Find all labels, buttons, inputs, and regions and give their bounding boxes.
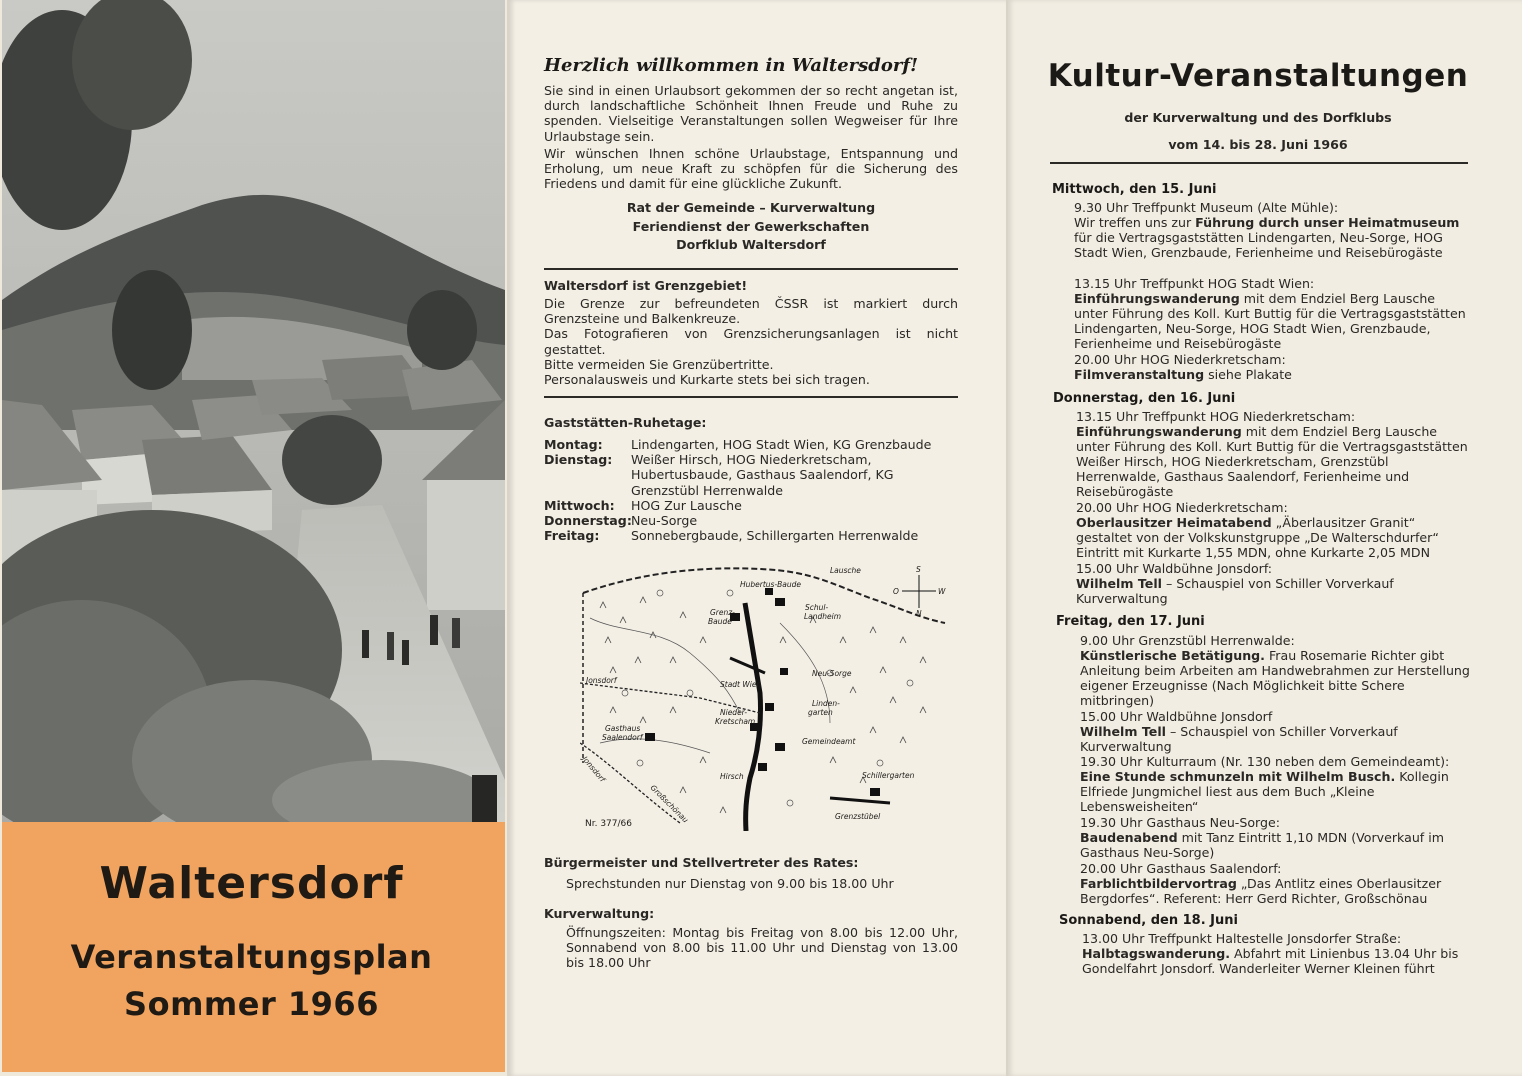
welcome-signature bbox=[544, 199, 958, 255]
event-text bbox=[1074, 367, 1469, 382]
map-label: Baude bbox=[708, 617, 732, 626]
cover-panel bbox=[0, 0, 507, 1076]
event-desc: „Das Antlitz eines Oberlausitzer Bergdorfes“. Referent: Herr Gerd Richter, Großschönau bbox=[1080, 876, 1442, 907]
event bbox=[1080, 815, 1475, 860]
event-desc: mit Tanz Eintritt 1,10 MDN (Vorverkauf im Gasthaus Neu-Sorge) bbox=[1080, 830, 1445, 861]
welcome-body-1: Sie sind in einen Urlaubsort gekommen der so recht angetan ist, durch landschaftliche Schönheit Ihnen Freude und Ruhe zu spenden. Vielseitige Veranstaltungen sollen Wegweiser für Ihre Urlaubstage sein. bbox=[544, 83, 958, 144]
map-compass-s: S bbox=[916, 565, 921, 574]
event-desc: – Schauspiel von Schiller Vorverkauf Kurverwaltung bbox=[1076, 576, 1394, 607]
event-desc: mit dem Endziel Berg Lausche unter Führung des Koll. Kurt Buttig für die Vertragsgaststätten Lindengarten, Neu-Sorge, HOG Stadt Wien, Grenzbaude, Ferienheime und Reisebürogäste bbox=[1074, 291, 1466, 352]
map-label: Neu-Sorge bbox=[812, 669, 852, 678]
event-time: 20.00 Uhr HOG Niederkretscham: bbox=[1074, 352, 1286, 367]
event-title: Baudenabend bbox=[1080, 830, 1178, 846]
map-label: Jonsdorf bbox=[580, 754, 607, 784]
event-desc: siehe Plakate bbox=[1204, 367, 1292, 383]
border-line: Personalausweis und Kurkarte stets bei sich tragen. bbox=[544, 372, 870, 388]
event-title: Wilhelm Tell bbox=[1076, 576, 1162, 592]
program-subtitle: der Kurverwaltung und des Dorfklubs bbox=[1124, 110, 1392, 125]
cover-title: Waltersdorf bbox=[99, 858, 404, 909]
area-map bbox=[580, 563, 948, 831]
program-dates: vom 14. bis 28. Juni 1966 bbox=[1168, 137, 1348, 152]
welcome-body-2: Wir wünschen Ihnen schöne Urlaubstage, Entspannung und Erholung, um neue Kraft zu schöpfen für die Sicherung des Friedens und damit für eine glückliche Zukunft. bbox=[544, 146, 958, 192]
map-label: Gemeindeamt bbox=[802, 737, 856, 746]
welcome-heading: Herzlich willkommen in Waltersdorf! bbox=[544, 55, 918, 76]
border-line: Bitte vermeiden Sie Grenzübertritte. bbox=[544, 356, 774, 372]
map-label: Landheim bbox=[804, 612, 842, 621]
event bbox=[1074, 352, 1469, 382]
map-compass-n: N bbox=[916, 609, 922, 618]
mayor-body: Sprechstunden nur Dienstag von 9.00 bis 18.00 Uhr bbox=[566, 876, 894, 891]
signature-line: Dorfklub Waltersdorf bbox=[676, 237, 826, 252]
event-time: 13.15 Uhr Treffpunkt HOG Stadt Wien: bbox=[1074, 276, 1315, 291]
signature-line: Rat der Gemeinde – Kurverwaltung bbox=[626, 200, 876, 215]
kurverwaltung-heading: Kurverwaltung: bbox=[544, 906, 655, 921]
map-label: Grenzstübel bbox=[835, 812, 881, 821]
map-label: Jonsdorf bbox=[586, 676, 617, 685]
event-text bbox=[1080, 769, 1475, 814]
event-text bbox=[1080, 648, 1475, 708]
restday-name: Montag: bbox=[544, 437, 603, 452]
restday-places: Lindengarten, HOG Stadt Wien, KG Grenzbaude bbox=[631, 437, 932, 452]
event-time: 15.00 Uhr Waldbühne Jonsdorf bbox=[1080, 709, 1273, 724]
event-time: 19.30 Uhr Kulturraum (Nr. 130 neben dem Gemeindeamt): bbox=[1080, 754, 1450, 769]
map-label: Saalendorf bbox=[602, 733, 643, 742]
event-desc: – Schauspiel von Schiller Vorverkauf Kurverwaltung bbox=[1080, 724, 1398, 755]
cover-subtitle: Veranstaltungsplan bbox=[70, 938, 433, 976]
event-time: 20.00 Uhr HOG Niederkretscham: bbox=[1076, 500, 1288, 515]
restday-row bbox=[544, 452, 964, 498]
event-time: 9.00 Uhr Grenzstübl Herrenwalde: bbox=[1080, 633, 1295, 648]
event-text bbox=[1080, 724, 1475, 754]
day-heading: Freitag, den 17. Juni bbox=[1056, 614, 1205, 629]
divider bbox=[544, 268, 958, 270]
event bbox=[1080, 861, 1475, 906]
restday-row bbox=[544, 513, 964, 528]
restday-name: Freitag: bbox=[544, 528, 600, 544]
event bbox=[1080, 754, 1475, 814]
event-text bbox=[1082, 946, 1477, 976]
restdays-heading: Gaststätten-Ruhetage: bbox=[544, 415, 707, 430]
event bbox=[1074, 200, 1469, 260]
event-title: Künstlerische Betätigung. bbox=[1080, 648, 1265, 664]
cover-season: Sommer 1966 bbox=[124, 985, 379, 1023]
map-label: Lausche bbox=[830, 566, 861, 575]
restday-places: Neu-Sorge bbox=[631, 513, 698, 529]
event-desc: mit dem Endziel Berg Lausche unter Führung des Koll. Kurt Buttig für die Vertragsgaststätten Weißer Hirsch, HOG Niederkretscham, Grenzstübl Herrenwalde, Gasthaus Saalendorf, Ferienheime und Reisebürogäste bbox=[1076, 424, 1468, 500]
event bbox=[1082, 931, 1477, 976]
event-time: 15.00 Uhr Waldbühne Jonsdorf: bbox=[1076, 561, 1273, 576]
map-label: garten bbox=[808, 708, 833, 717]
event-text bbox=[1080, 830, 1475, 860]
restday-places: Sonnebergbaude, Schillergarten Herrenwalde bbox=[631, 528, 919, 544]
restday-places: Weißer Hirsch, HOG Niederkretscham, Hubertusbaude, Gasthaus Saalendorf, KG Grenzstübl Herrenwalde bbox=[631, 452, 894, 498]
border-line: Das Fotografieren von Grenzsicherungsanlagen ist nicht gestattet. bbox=[544, 326, 958, 357]
event bbox=[1080, 633, 1475, 708]
map-label: Linden- bbox=[812, 699, 840, 708]
event-text bbox=[1076, 515, 1471, 560]
map-label: Schul- bbox=[805, 603, 829, 612]
border-line: Die Grenze zur befreundeten ČSSR ist markiert durch Grenzsteine und Balkenkreuze. bbox=[544, 296, 958, 327]
divider bbox=[544, 396, 958, 398]
event-time: 13.15 Uhr Treffpunkt HOG Niederkretscham: bbox=[1076, 409, 1356, 424]
event-title: Führung durch unser Heimatmuseum bbox=[1195, 215, 1460, 231]
event-title: Einführungswanderung bbox=[1074, 291, 1240, 307]
event-desc: Frau Rosemarie Richter gibt Anleitung beim Arbeiten am Handwebrahmen zur Herstellung eigener Erzeugnisse (Nach Möglichkeit bitte Schere mitbringen) bbox=[1080, 648, 1470, 709]
restday-row bbox=[544, 498, 964, 513]
map-label: Kretscham bbox=[715, 717, 756, 726]
event-pre: Wir treffen uns zur bbox=[1074, 215, 1196, 231]
event-desc: „Äberlausitzer Granit“ gestaltet von der Volkskunstgruppe „De Walterschdurfer“ Eintritt mit Kurkarte 1,55 MDN, ohne Kurkarte 2,05 MDN bbox=[1076, 515, 1439, 561]
map-label: Gasthaus bbox=[605, 724, 641, 733]
event-time: 19.30 Uhr Gasthaus Neu-Sorge: bbox=[1080, 815, 1280, 830]
cover-photo bbox=[2, 0, 505, 822]
signature-line: Feriendienst der Gewerkschaften bbox=[632, 218, 870, 234]
event-title: Farblichtbildervortrag bbox=[1080, 876, 1237, 892]
info-panel bbox=[509, 0, 1006, 1076]
event-text bbox=[1080, 876, 1475, 906]
program-title: Kultur-Veranstaltungen bbox=[1047, 58, 1469, 94]
event-time: 13.00 Uhr Treffpunkt Haltestelle Jonsdorfer Straße: bbox=[1082, 931, 1402, 946]
map-number: Nr. 377/66 bbox=[585, 819, 632, 829]
event-title: Halbtagswanderung. bbox=[1082, 946, 1230, 962]
event-text bbox=[1074, 291, 1469, 351]
event-text bbox=[1076, 424, 1471, 499]
restday-row bbox=[544, 437, 964, 452]
map-label: Nieder- bbox=[720, 708, 748, 717]
event-desc: für die Vertragsgaststätten Lindengarten, Neu-Sorge, HOG Stadt Wien, Grenzbaude, Ferienheime und Reisebürogäste bbox=[1074, 230, 1443, 261]
event bbox=[1080, 709, 1475, 754]
border-body bbox=[544, 296, 958, 387]
restday-places: HOG Zur Lausche bbox=[631, 497, 742, 513]
map-label: Grenz- bbox=[710, 608, 735, 617]
map-label: Stadt Wien bbox=[720, 680, 762, 689]
restdays-table bbox=[544, 437, 964, 543]
map-label: Großschönau bbox=[648, 783, 691, 825]
map-compass-o: O bbox=[893, 587, 899, 596]
event-time: 9.30 Uhr Treffpunkt Museum (Alte Mühle): bbox=[1074, 200, 1339, 215]
day-heading: Donnerstag, den 16. Juni bbox=[1053, 391, 1236, 406]
map-compass-w: W bbox=[938, 587, 946, 596]
event-title: Oberlausitzer Heimatabend bbox=[1076, 515, 1272, 531]
event-title: Filmveranstaltung bbox=[1074, 367, 1205, 383]
event-title: Eine Stunde schmunzeln mit Wilhelm Busch. bbox=[1080, 769, 1396, 785]
event bbox=[1076, 409, 1471, 500]
restday-name: Dienstag: bbox=[544, 452, 613, 468]
event-title: Einführungswanderung bbox=[1076, 424, 1242, 440]
event-time: 20.00 Uhr Gasthaus Saalendorf: bbox=[1080, 861, 1282, 876]
map-label: Hubertus-Baude bbox=[740, 580, 802, 589]
event-title: Wilhelm Tell bbox=[1080, 724, 1166, 740]
event bbox=[1074, 276, 1469, 351]
divider bbox=[1050, 162, 1468, 164]
day-heading: Sonnabend, den 18. Juni bbox=[1059, 913, 1238, 928]
map-label: Schillergarten bbox=[862, 771, 915, 780]
map-label: Hirsch bbox=[720, 772, 744, 781]
day-heading: Mittwoch, den 15. Juni bbox=[1052, 182, 1217, 197]
restday-row bbox=[544, 528, 964, 543]
event bbox=[1076, 561, 1471, 606]
restday-name: Mittwoch: bbox=[544, 497, 615, 513]
border-heading: Waltersdorf ist Grenzgebiet! bbox=[544, 278, 748, 293]
event-desc: Kollegin Elfriede Jungmichel liest aus dem Buch „Kleine Lebensweisheiten“ bbox=[1080, 769, 1449, 815]
program-panel bbox=[1008, 0, 1522, 1076]
event-text bbox=[1074, 215, 1469, 260]
event-desc: Abfahrt mit Linienbus 13.04 Uhr bis Gondelfahrt Jonsdorf. Wanderleiter Werner Kleinen führt bbox=[1082, 946, 1459, 977]
event-text bbox=[1076, 576, 1471, 606]
mayor-heading: Bürgermeister und Stellvertreter des Rates: bbox=[544, 855, 859, 870]
restday-name: Donnerstag: bbox=[544, 513, 632, 529]
kurverwaltung-body: Öffnungszeiten: Montag bis Freitag von 8.00 bis 12.00 Uhr, Sonnabend von 8.00 bis 11.00 Uhr und Dienstag von 13.00 bis 18.00 Uhr bbox=[566, 925, 958, 971]
event bbox=[1076, 500, 1471, 560]
